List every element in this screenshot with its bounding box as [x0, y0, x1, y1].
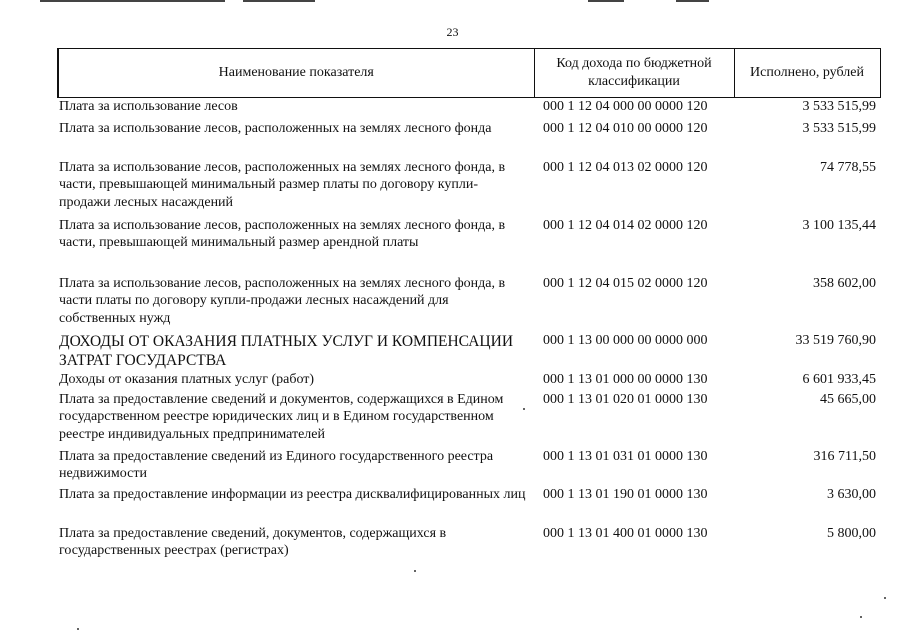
table-row — [58, 332, 880, 371]
scan-speck — [414, 570, 416, 572]
scan-edge-line — [676, 0, 709, 2]
row-name: Плата за предоставление сведений и документов, содержащихся в Едином государственном реестре юридических лиц и в Едином государственном реестре индивидуальных предпринимателей — [59, 391, 504, 442]
scan-edge-line — [243, 0, 315, 2]
row-code: 000 1 12 04 000 00 0000 120 — [543, 99, 708, 114]
table-row — [58, 525, 880, 563]
scan-speck — [523, 408, 525, 410]
scan-edge-line — [40, 0, 225, 2]
row-name: Доходы от оказания платных услуг (работ) — [59, 371, 315, 387]
row-amount: 3 533 515,99 — [802, 120, 876, 136]
table-row — [58, 159, 880, 217]
row-code: 000 1 12 04 013 02 0000 120 — [543, 159, 708, 175]
budget-revenue-table — [57, 48, 881, 563]
row-code: 000 1 12 04 014 02 0000 120 — [543, 217, 708, 233]
row-amount: 3 630,00 — [827, 486, 876, 502]
table-row — [58, 371, 880, 391]
row-name: Плата за использование лесов, расположенных на землях лесного фонда — [59, 120, 492, 136]
row-amount: 3 533 515,99 — [802, 99, 876, 114]
scan-speck — [884, 597, 886, 599]
table-header-row — [58, 49, 880, 98]
row-name: Плата за предоставление сведений из Единого государственного реестра недвижимости — [59, 448, 494, 481]
scan-speck — [860, 616, 862, 618]
row-amount: 316 711,50 — [813, 448, 876, 464]
row-name: Плата за использование лесов, расположенных на землях лесного фонда, в части, превышающей минимальный размер платы по договору купли-продажи лесных насаждений — [59, 159, 506, 210]
row-amount: 45 665,00 — [820, 391, 876, 407]
table-row — [58, 275, 880, 332]
row-name: ДОХОДЫ ОТ ОКАЗАНИЯ ПЛАТНЫХ УСЛУГ И КОМПЕНСАЦИИ ЗАТРАТ ГОСУДАРСТВА — [59, 332, 514, 369]
scan-speck — [77, 628, 79, 630]
row-code: 000 1 13 01 190 01 0000 130 — [543, 486, 708, 502]
row-code: 000 1 13 01 031 01 0000 130 — [543, 448, 708, 464]
column-header-name: Наименование показателя — [58, 49, 534, 98]
table-row — [58, 217, 880, 275]
row-amount: 358 602,00 — [813, 275, 876, 291]
row-code: 000 1 13 01 400 01 0000 130 — [543, 525, 708, 541]
table-row — [58, 98, 880, 120]
table-row — [58, 391, 880, 448]
row-amount: 74 778,55 — [820, 159, 876, 175]
page-number: 23 — [446, 25, 459, 39]
row-amount: 5 800,00 — [827, 525, 876, 541]
row-code: 000 1 13 01 000 00 0000 130 — [543, 371, 708, 387]
row-name: Плата за предоставление информации из реестра дисквалифицированных лиц — [59, 486, 526, 502]
row-amount: 6 601 933,45 — [802, 371, 876, 387]
row-amount: 33 519 760,90 — [795, 332, 876, 348]
row-name: Плата за предоставление сведений, документов, содержащихся в государственных реестрах (регистрах) — [59, 525, 447, 558]
row-name: Плата за использование лесов, расположенных на землях лесного фонда, в части платы по договору купли-продажи лесных насаждений для собственных нужд — [59, 275, 506, 326]
row-name: Плата за использование лесов, расположенных на землях лесного фонда, в части, превышающей минимальный размер арендной платы — [59, 217, 506, 250]
table-row — [58, 120, 880, 159]
column-header-code: Код дохода по бюджетной классификации — [534, 49, 734, 98]
row-code: 000 1 12 04 010 00 0000 120 — [543, 120, 708, 136]
table-row — [58, 486, 880, 525]
row-code: 000 1 13 00 000 00 0000 000 — [543, 332, 708, 348]
column-header-amount: Исполнено, рублей — [734, 49, 880, 98]
scan-edge-line — [588, 0, 624, 2]
table-row — [58, 448, 880, 486]
row-amount: 3 100 135,44 — [802, 217, 876, 233]
row-name: Плата за использование лесов — [59, 99, 238, 114]
row-code: 000 1 12 04 015 02 0000 120 — [543, 275, 708, 291]
row-code: 000 1 13 01 020 01 0000 130 — [543, 391, 708, 407]
